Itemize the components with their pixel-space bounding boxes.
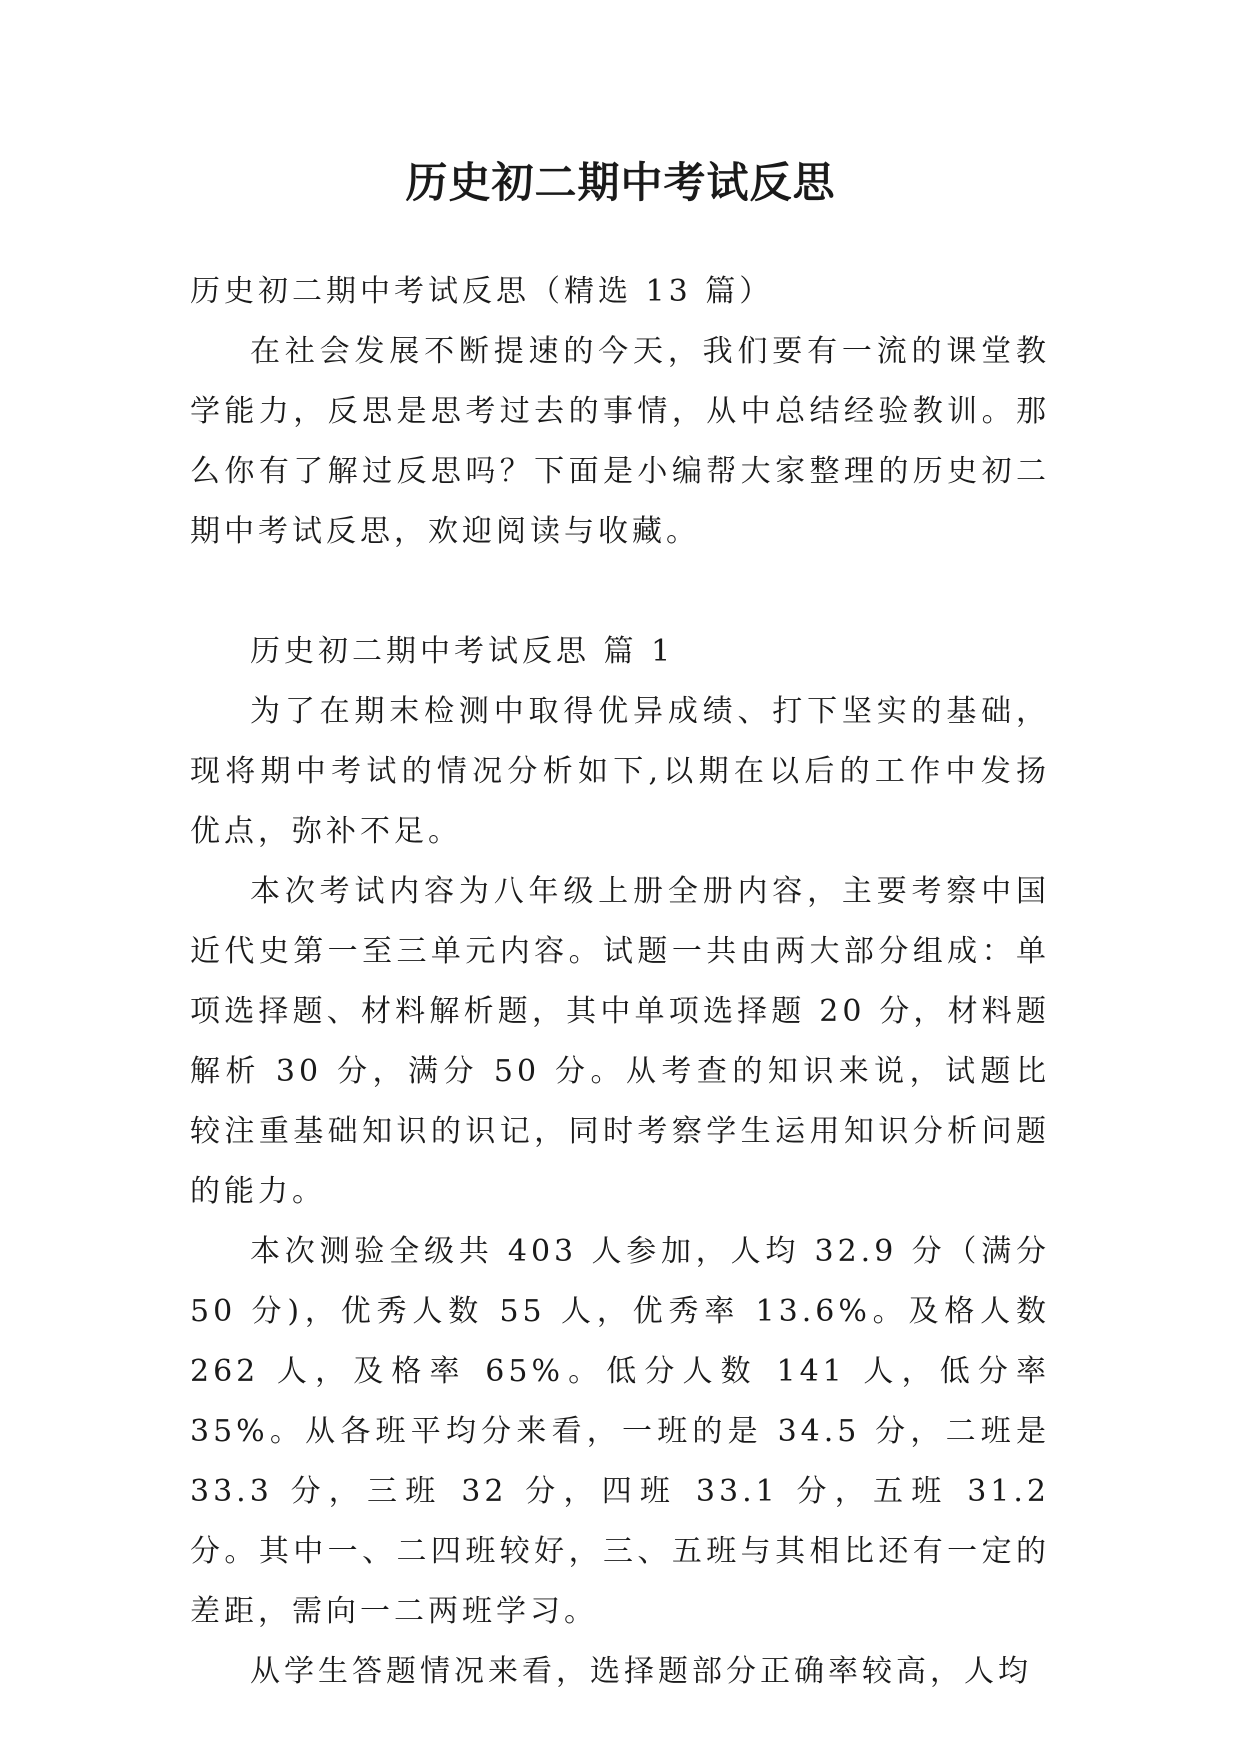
document-title: 历史初二期中考试反思 xyxy=(405,158,836,207)
paragraph-spacer xyxy=(190,562,1050,622)
document-body xyxy=(190,262,1050,1702)
intro-paragraph: 在社会发展不断提速的今天，我们要有一流的课堂教学能力，反思是思考过去的事情，从中总结经验教训。那么你有了解过反思吗？下面是小编帮大家整理的历史初二期中考试反思，欢迎阅读与收藏。 xyxy=(190,334,1050,549)
body-paragraph-1: 为了在期末检测中取得优异成绩、打下坚实的基础，现将期中考试的情况分析如下,以期在以后的工作中发扬优点，弥补不足。 xyxy=(190,694,1050,849)
body-paragraph-3: 本次测验全级共 403 人参加，人均 32.9 分（满分 50 分)，优秀人数 55 人，优秀率 13.6%。及格人数 262 人，及格率 65%。低分人数 141 人，低分率 35%。从各班平均分来看，一班的是 34.5 分，二班是 33.3 分，三班 32 分，四班 33.1 分，五班 31.2 分。其中一、二四班较好，三、五班与其相比还有一定的差距，需向一二两班学习。 xyxy=(190,1234,1050,1629)
document-subtitle: 历史初二期中考试反思（精选 13 篇） xyxy=(190,274,774,309)
body-paragraph-2: 本次考试内容为八年级上册全册内容，主要考察中国近代史第一至三单元内容。试题一共由两大部分组成：单项选择题、材料解析题，其中单项选择题 20 分，材料题解析 30 分，满分 50 分。从考查的知识来说，试题比较注重基础知识的识记，同时考察学生运用知识分析问题的能力。 xyxy=(190,874,1050,1209)
section-heading: 历史初二期中考试反思 篇 1 xyxy=(250,634,675,669)
body-paragraph-4: 从学生答题情况来看，选择题部分正确率较高，人均 xyxy=(250,1654,1032,1689)
